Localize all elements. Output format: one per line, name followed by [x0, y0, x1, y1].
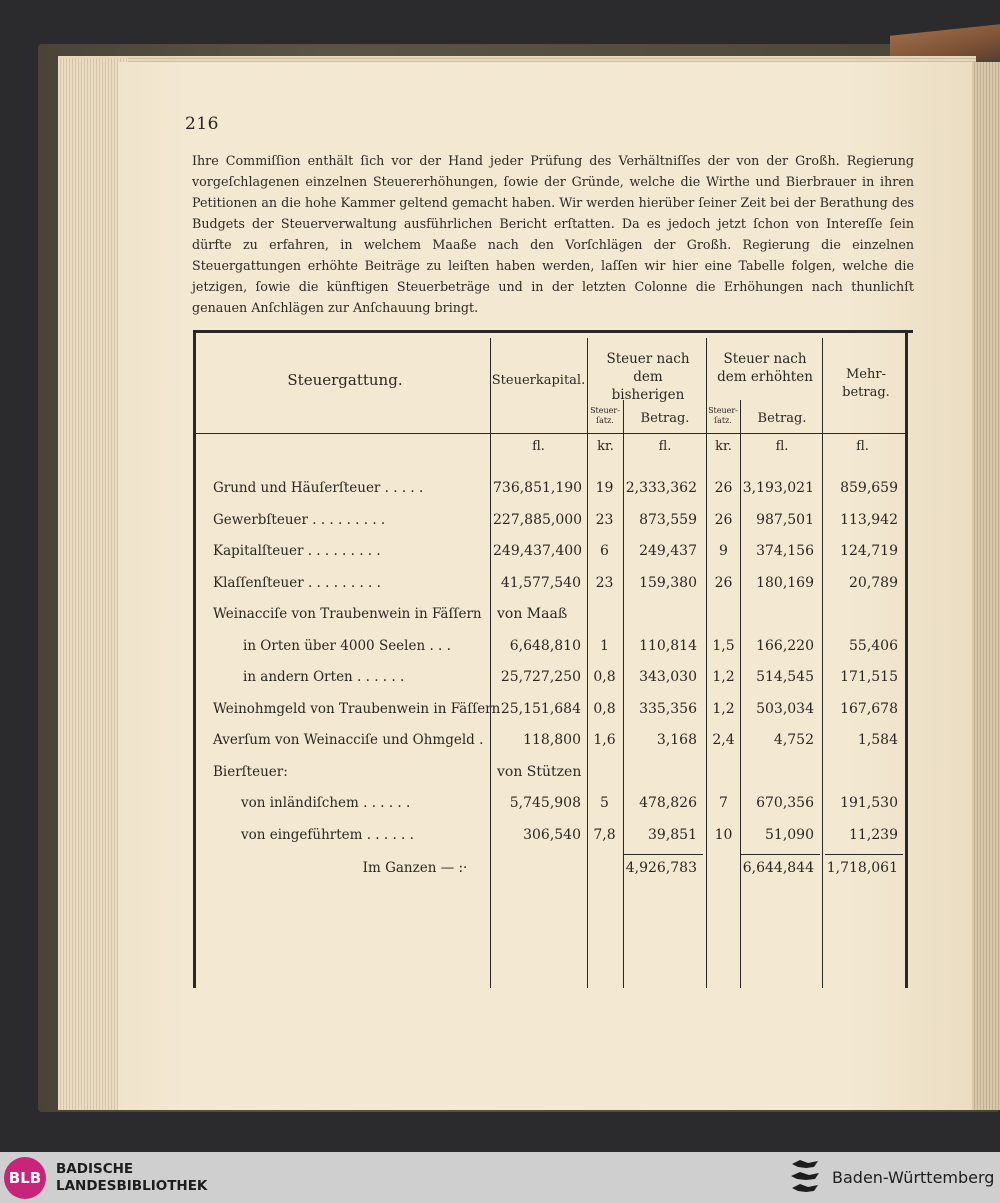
row-label: Averſum von Weinacciſe und Ohmgeld . — [213, 732, 484, 748]
unit-mehr: fl. — [856, 439, 869, 454]
cell-betrag2: 987,501 — [756, 512, 814, 528]
cell-satz2: 26 — [714, 575, 733, 591]
cell-mehr: 859,659 — [840, 480, 898, 496]
blb-name-line-1: BADISCHE — [56, 1161, 134, 1177]
table-right-rule — [905, 330, 908, 988]
cell-satz1: 6 — [600, 543, 609, 559]
cell-mehr: 113,942 — [840, 512, 898, 528]
cell-betrag1: 159,380 — [639, 575, 697, 591]
blb-logo-icon: BLB — [4, 1157, 46, 1199]
unit-betrag-1: fl. — [658, 439, 672, 454]
header-mehrbetrag: Mehr-betrag. — [842, 367, 890, 400]
table-left-rule — [193, 330, 196, 988]
cell-betrag2: 4,752 — [773, 732, 814, 748]
row-label: von inländiſchem . . . . . . — [241, 795, 411, 811]
unit-kapital: fl. — [532, 439, 545, 454]
cell-satz1: 0,8 — [593, 701, 616, 717]
cell-satz2: 26 — [714, 512, 733, 528]
col-rule-6 — [822, 338, 823, 988]
row-label: Gewerbſteuer . . . . . . . . . — [213, 512, 386, 528]
row-label: Grund und Häuſerſteuer . . . . . — [213, 480, 424, 496]
cell-kapital: 227,885,000 — [493, 512, 583, 528]
row-label: Kapitalſteuer . . . . . . . . . — [213, 543, 381, 559]
cell-kapital: 25,727,250 — [500, 669, 581, 685]
cell-betrag2: 51,090 — [765, 827, 814, 843]
cell-satz1: 19 — [595, 480, 614, 496]
cell-betrag1: 110,814 — [639, 638, 697, 654]
total-betrag-1: 4,926,783 — [625, 860, 697, 876]
total-label: Im Ganzen — :· — [362, 860, 468, 876]
col-rule-4 — [706, 338, 707, 988]
header-steuerkapital: Steuerkapital. — [491, 373, 586, 388]
cell-satz1: 1 — [600, 638, 609, 654]
col-rule-2 — [587, 338, 588, 988]
viewer-footer — [0, 1152, 1000, 1203]
cell-mehr: 167,678 — [840, 701, 898, 717]
cell-kapital: 5,745,908 — [509, 795, 581, 811]
blb-name — [56, 1161, 207, 1195]
cell-kapital: von Maaß — [497, 606, 568, 622]
page-number: 216 — [185, 114, 219, 134]
header-steuersatz-1: Steuer-ſatz. — [590, 406, 620, 425]
cell-satz2: 2,4 — [712, 732, 735, 748]
cell-satz1: 1,6 — [593, 732, 616, 748]
body-paragraph: Ihre Commiſſion enthält ſich vor der Hand jeder Prüfung des Verhältniſſes der von der Großh. Regierung vorgeſchlagenen einzelnen Steuererhöhungen, ſowie der Gründe, welche die Wirthe und Bierbrauer in ihren Petitionen an die hohe Kammer geltend gemacht haben. Wir werden hierüber ſeiner Zeit bei der Berathung des Budgets der Steuerverwaltung ausführlichen Bericht erſtatten. Da es jedoch jetzt ſchon von Intereſſe ſein dürfte zu erfahren, in welchem Maaße nach den Vorſchlägen der Großh. Regierung die einzelnen Steuergattungen erhöhte Beiträge zu leiſten haben werden, laſſen wir hier eine Tabelle folgen, welche die jetzigen, ſowie die künftigen Steuerbeträge und in der letzten Colonne die Erhöhungen nach thunlichſt genauen Anſchlägen zur Anſchauung bringt. — [192, 153, 914, 315]
row-label: Weinohmgeld von Traubenwein in Fäſſern — [213, 701, 501, 717]
header-steuersatz-2: Steuer-ſatz. — [708, 406, 738, 425]
cell-betrag2: 514,545 — [756, 669, 814, 685]
cell-satz2: 7 — [719, 795, 728, 811]
cell-betrag1: 39,851 — [648, 827, 697, 843]
cell-mehr: 191,530 — [840, 795, 898, 811]
cell-mehr: 1,584 — [857, 732, 898, 748]
header-erhoehten: Steuer nach dem erhöhten — [717, 351, 813, 386]
row-label: von eingeführtem . . . . . . — [241, 827, 414, 843]
cell-mehr: 20,789 — [849, 575, 898, 591]
row-label: Weinacciſe von Traubenwein in Fäſſern — [213, 606, 482, 622]
cell-betrag2: 374,156 — [756, 543, 814, 559]
row-label: Bierſteuer: — [213, 764, 288, 780]
cell-kapital: 118,800 — [523, 732, 581, 748]
cell-betrag2: 3,193,021 — [742, 480, 814, 496]
cell-betrag1: 3,168 — [656, 732, 697, 748]
total-mehr: 1,718,061 — [826, 860, 898, 876]
cell-betrag2: 166,220 — [756, 638, 814, 654]
blb-name-line-2: LANDESBIBLIOTHEK — [56, 1178, 208, 1194]
cell-betrag2: 670,356 — [756, 795, 814, 811]
cell-kapital: 736,851,190 — [493, 480, 583, 496]
cell-satz1: 23 — [595, 512, 614, 528]
unit-satz-2: kr. — [715, 439, 732, 454]
col-rule-1 — [490, 338, 491, 988]
cell-betrag1: 478,826 — [639, 795, 697, 811]
row-label: in Orten über 4000 Seelen . . . — [243, 638, 451, 654]
cell-betrag1: 335,356 — [639, 701, 697, 717]
table-top-rule — [193, 330, 913, 333]
header-separator — [193, 433, 907, 434]
cell-betrag1: 2,333,362 — [625, 480, 697, 496]
cell-satz2: 10 — [714, 827, 733, 843]
header-steuergattung: Steuergattung. — [287, 371, 403, 389]
cell-satz2: 1,2 — [712, 669, 735, 685]
cell-kapital: 6,648,810 — [509, 638, 581, 654]
unit-betrag-2: fl. — [775, 439, 789, 454]
total-betrag-2: 6,644,844 — [742, 860, 814, 876]
sum-rule-1 — [623, 854, 703, 855]
cell-satz1: 5 — [600, 795, 609, 811]
cell-mehr: 55,406 — [849, 638, 898, 654]
cell-satz2: 26 — [714, 480, 733, 496]
cell-mehr: 171,515 — [840, 669, 898, 685]
page-stack-right — [972, 62, 1000, 1110]
header-bisherigen: Steuer nach dem bisherigen — [606, 351, 690, 404]
baden-wuerttemberg-lions-icon — [788, 1158, 824, 1198]
col-rule-5 — [740, 400, 741, 988]
sum-rule-3 — [825, 854, 903, 855]
cell-satz2: 9 — [719, 543, 728, 559]
row-label: Klaſſenſteuer . . . . . . . . . — [213, 575, 381, 591]
cell-satz1: 23 — [595, 575, 614, 591]
col-rule-3 — [623, 400, 624, 988]
cell-betrag2: 503,034 — [756, 701, 814, 717]
row-label: in andern Orten . . . . . . — [243, 669, 405, 685]
cell-kapital: 25,151,684 — [500, 701, 581, 717]
unit-satz-1: kr. — [597, 439, 614, 454]
cell-kapital: 41,577,540 — [500, 575, 581, 591]
cell-kapital: von Stützen — [497, 764, 582, 780]
cell-betrag1: 343,030 — [639, 669, 697, 685]
header-betrag-1: Betrag. — [640, 411, 690, 426]
tax-table — [185, 330, 911, 990]
cell-satz2: 1,5 — [712, 638, 735, 654]
cell-mehr: 11,239 — [849, 827, 898, 843]
cell-satz1: 7,8 — [593, 827, 616, 843]
cell-betrag2: 180,169 — [756, 575, 814, 591]
cell-kapital: 249,437,400 — [493, 543, 583, 559]
header-betrag-2: Betrag. — [757, 411, 807, 426]
cell-betrag1: 249,437 — [639, 543, 697, 559]
baden-wuerttemberg-name: Baden-Württemberg — [832, 1168, 995, 1187]
cell-satz1: 0,8 — [593, 669, 616, 685]
cell-mehr: 124,719 — [840, 543, 898, 559]
cell-satz2: 1,2 — [712, 701, 735, 717]
cell-betrag1: 873,559 — [639, 512, 697, 528]
cell-kapital: 306,540 — [523, 827, 581, 843]
sum-rule-2 — [740, 854, 820, 855]
